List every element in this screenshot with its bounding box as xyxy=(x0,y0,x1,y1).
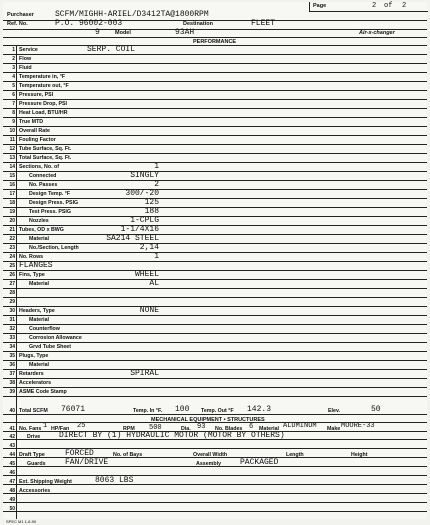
temp-out-label: Temp. Out °F xyxy=(201,408,234,414)
row-number: 7 xyxy=(12,101,15,107)
total-scfm-value: 76071 xyxy=(61,405,86,414)
row-label: ASME Code Stamp xyxy=(19,389,67,395)
quantity-value: 9 xyxy=(95,28,100,37)
row-number: 9 xyxy=(12,119,15,125)
row-label: FLANGES xyxy=(19,261,53,270)
destination-value: FLEET xyxy=(251,19,276,28)
row-value: SERP. COIL xyxy=(87,45,136,54)
row-number: 3 xyxy=(12,65,15,71)
column-divider xyxy=(16,46,17,519)
row-value: SPIRAL xyxy=(130,369,159,378)
row-number: 32 xyxy=(9,326,15,332)
row-number: 11 xyxy=(9,137,15,143)
row-number: 17 xyxy=(9,191,15,197)
row-number: 16 xyxy=(9,182,15,188)
row-label: Temperature out, °F xyxy=(19,83,69,89)
row-label: Retarders xyxy=(19,371,44,377)
make-label: Make xyxy=(327,426,341,432)
row-value: WHEEL xyxy=(134,270,159,279)
row-number: 20 xyxy=(9,218,15,224)
row-number: 6 xyxy=(12,92,15,98)
temp-in-label: Temp. In °F. xyxy=(133,408,163,414)
elevation-value: 50 xyxy=(371,405,381,414)
assembly-label: Assembly xyxy=(196,461,222,467)
overall-width-label: Overall Width xyxy=(193,452,228,458)
page-of: of xyxy=(384,2,393,10)
row-label: No./Section, Length xyxy=(29,245,79,251)
draft-type-label: Draft Type xyxy=(19,452,45,458)
destination-label: Destination xyxy=(183,21,213,27)
row-number: 27 xyxy=(9,281,15,287)
row-number: 18 xyxy=(9,200,15,206)
page-number: 2 xyxy=(372,2,377,10)
row-label: Headers, Type xyxy=(19,308,55,314)
purchaser-value: SCFM/MIGHH-ARIEL/D3412TA@1800RPM xyxy=(55,10,209,19)
drive-value: DIRECT BY (1) HYDRAULIC MOTOR (MOTOR BY OTHERS) xyxy=(59,431,285,440)
row-number: 28 xyxy=(9,290,15,296)
row-label: Pressure Drop, PSI xyxy=(19,101,67,107)
row-number: 21 xyxy=(9,227,15,233)
ref-label: Ref. No. xyxy=(7,21,28,27)
blades-label: No. Blades xyxy=(215,426,243,432)
bays-label: No. of Bays xyxy=(113,452,143,458)
row-label: Grvd Tube Sheet xyxy=(29,344,71,350)
row-number: 10 xyxy=(9,128,15,134)
row-number: 36 xyxy=(9,362,15,368)
row-value: AL xyxy=(149,279,159,288)
page-total: 2 xyxy=(402,2,407,10)
row-number: 26 xyxy=(9,272,15,278)
elevation-label: Elev. xyxy=(328,408,340,414)
draft-type-value: FORCED xyxy=(65,449,94,458)
temp-in-value: 100 xyxy=(175,405,190,414)
row-label: No. Passes xyxy=(29,182,58,188)
fans-value: 1 xyxy=(43,422,48,430)
row-value: 125 xyxy=(144,198,159,207)
row-number: 4 xyxy=(12,74,15,80)
row-label: Tube Surface, Sq. Ft. xyxy=(19,146,72,152)
fans-label: No. Fans xyxy=(19,426,42,432)
accessories-label: Accessories xyxy=(19,488,51,494)
row-number: 14 xyxy=(9,164,15,170)
row-label: Flow xyxy=(19,56,32,62)
height-label: Height xyxy=(351,452,368,458)
row-number: 5 xyxy=(12,83,15,89)
row-number: 1 xyxy=(12,47,15,53)
row-number: 33 xyxy=(9,335,15,341)
purchaser-label: Purchaser xyxy=(7,12,34,18)
spec-sheet: Page 2 of 2 Purchaser SCFM/MIGHH-ARIEL/D3412TA@1800RPM Ref. No. P.O. 96002-003 Destination FLEET 9 Model 93AH Air-x-changer PERFORMANCE 1 Service SERP. COIL 2 Flow 3 Fluid 4 Temperature in, °F 5 Temperature out, °F 6 Pressure, PSI 7 Pressure Drop, PSI 8 Heat Load, BTU/HR 9 True MTD 10 Overall Rate 11 Fouling Factor 12 Tube Surface, Sq. Ft. 13 Total Surface, Sq. Ft. 14 Sections, No. of 1 15 Connected SINGLY 16 No. Passes 2 17 Design Temp. °F 300/-20 18 Design Press. PSIG 125 19 Test Press. PSIG 188 20 Nozzles 1-CPLG 21 Tubes, OD x BWG 1-1/4X16 22 Material SA214 STEEL 23 No./Section, Length 2,14 24 No. Rows 1 25 FLANGES 26 Fins, Type WHEEL 27 Material AL 28 29 30 Headers, Type NONE 31 Material 32 Counterflow 33 Corrosion Allowance 34 Grvd Tube Sheet 35 Plugs, Type 36 Material 37 Retarders SPIRAL 38 Accelerators 39 ASME Code Stamp 40 Total SCFM 76071 Temp. In °F. 100 Temp. Out °F 142.3 Elev. 50 MECHANICAL EQUIPMENT • STRUCTURES 41 No. Fans 1 HP/Fan 25 RPM 500 Dia. 93 No. Blades 6 Material ALUMINUM Make MOORE-33 42 Drive DIRECT BY (1) HYDRAULIC MOTOR (MOTOR BY OTHERS) 43 44 Draft Type FORCED No. of Bays Overall Width Length Height 45 Guards FAN/DRIVE Assembly PACKAGED 46 47 Ext. Shipping Weight 8063 LBS 48 Accessories 49 50 xyxy=(3,2,427,519)
row-label: Pressure, PSI xyxy=(19,92,54,98)
fan-material-label: Material xyxy=(259,426,280,432)
row-label: Tubes, OD x BWG xyxy=(19,227,64,233)
row-number: 12 xyxy=(9,146,15,152)
row-number: 2 xyxy=(12,56,15,62)
row-label: Corrosion Allowance xyxy=(29,335,82,341)
row-number: 19 xyxy=(9,209,15,215)
assembly-value: PACKAGED xyxy=(240,458,279,467)
row-label: Nozzles xyxy=(29,218,49,224)
dia-label: Dia. xyxy=(181,426,191,432)
total-scfm-label: Total SCFM xyxy=(19,408,48,414)
row-label: Accelerators xyxy=(19,380,52,386)
row-label: Service xyxy=(19,47,38,53)
row-number: 37 xyxy=(9,371,15,377)
aircooler-label: Air-x-changer xyxy=(359,30,395,36)
length-label: Length xyxy=(286,452,304,458)
row-value: 188 xyxy=(144,207,159,216)
row-label: Material xyxy=(29,236,50,242)
fan-material-value: ALUMINUM xyxy=(283,422,317,430)
row-value: 1-1/4X16 xyxy=(120,225,159,234)
row-label: Total Surface, Sq. Ft. xyxy=(19,155,72,161)
row-label: Sections, No. of xyxy=(19,164,60,170)
row-number: 30 xyxy=(9,308,15,314)
row-value: 2 xyxy=(154,180,159,189)
row-number: 35 xyxy=(9,353,15,359)
row-value: 2,14 xyxy=(139,243,159,252)
row-value: SA214 STEEL xyxy=(106,234,159,243)
form-footer: SPEC M1 1-6-90 xyxy=(6,519,37,524)
row-number: 38 xyxy=(9,380,15,386)
model-value: 93AH xyxy=(175,28,195,37)
dia-value: 93 xyxy=(197,423,206,431)
row-number: 34 xyxy=(9,344,15,350)
row-label: Design Press. PSIG xyxy=(29,200,79,206)
row-label: Fouling Factor xyxy=(19,137,56,143)
guards-label: Guards xyxy=(27,461,46,467)
row-label: Material xyxy=(29,362,50,368)
temp-out-value: 142.3 xyxy=(247,405,272,414)
row-label: Heat Load, BTU/HR xyxy=(19,110,68,116)
guards-value: FAN/DRIVE xyxy=(65,458,109,467)
row-label: Design Temp. °F xyxy=(29,191,71,197)
row-label: Counterflow xyxy=(29,326,60,332)
row-label: No. Rows xyxy=(19,254,44,260)
row-label: Fins, Type xyxy=(19,272,45,278)
row-value: SINGLY xyxy=(130,171,159,180)
drive-label: Drive xyxy=(27,434,41,440)
row-label: Connected xyxy=(29,173,57,179)
row-number: 22 xyxy=(9,236,15,242)
row-label: Temperature in, °F xyxy=(19,74,66,80)
row-number: 31 xyxy=(9,317,15,323)
row-number: 13 xyxy=(9,155,15,161)
rpm-value: 500 xyxy=(149,424,162,432)
row-number: 29 xyxy=(9,299,15,305)
hp-label: HP/Fan xyxy=(51,426,70,432)
model-label: Model xyxy=(115,30,131,36)
row-label: Test Press. PSIG xyxy=(29,209,72,215)
row-number: 39 xyxy=(9,389,15,395)
row-value: 1-CPLG xyxy=(130,216,159,225)
row-label: Material xyxy=(29,281,50,287)
page-label: Page xyxy=(313,3,327,9)
shipping-weight-label: Ext. Shipping Weight xyxy=(19,479,72,485)
make-value: MOORE-33 xyxy=(341,422,375,430)
performance-heading: PERFORMANCE xyxy=(193,39,237,45)
rpm-label: RPM xyxy=(123,426,135,432)
row-value: NONE xyxy=(139,306,159,315)
page-box xyxy=(309,2,428,12)
blades-value: 6 xyxy=(249,423,254,431)
row-value: 300/-20 xyxy=(125,189,159,198)
ref-value: P.O. 96002-003 xyxy=(55,19,123,28)
row-value: 1 xyxy=(154,162,159,171)
row-number: 23 xyxy=(9,245,15,251)
row-value: 1 xyxy=(154,252,159,261)
mechanical-heading: MECHANICAL EQUIPMENT • STRUCTURES xyxy=(151,417,265,423)
row-label: Material xyxy=(29,317,50,323)
row-number: 25 xyxy=(9,263,15,269)
row-label: Fluid xyxy=(19,65,32,71)
hp-value: 25 xyxy=(77,422,86,430)
row-label: Plugs, Type xyxy=(19,353,49,359)
row-label: Overall Rate xyxy=(19,128,50,134)
row-number: 15 xyxy=(9,173,15,179)
row-label: True MTD xyxy=(19,119,44,125)
row-number: 8 xyxy=(12,110,15,116)
row-number: 24 xyxy=(9,254,15,260)
shipping-weight-value: 8063 LBS xyxy=(95,476,134,485)
